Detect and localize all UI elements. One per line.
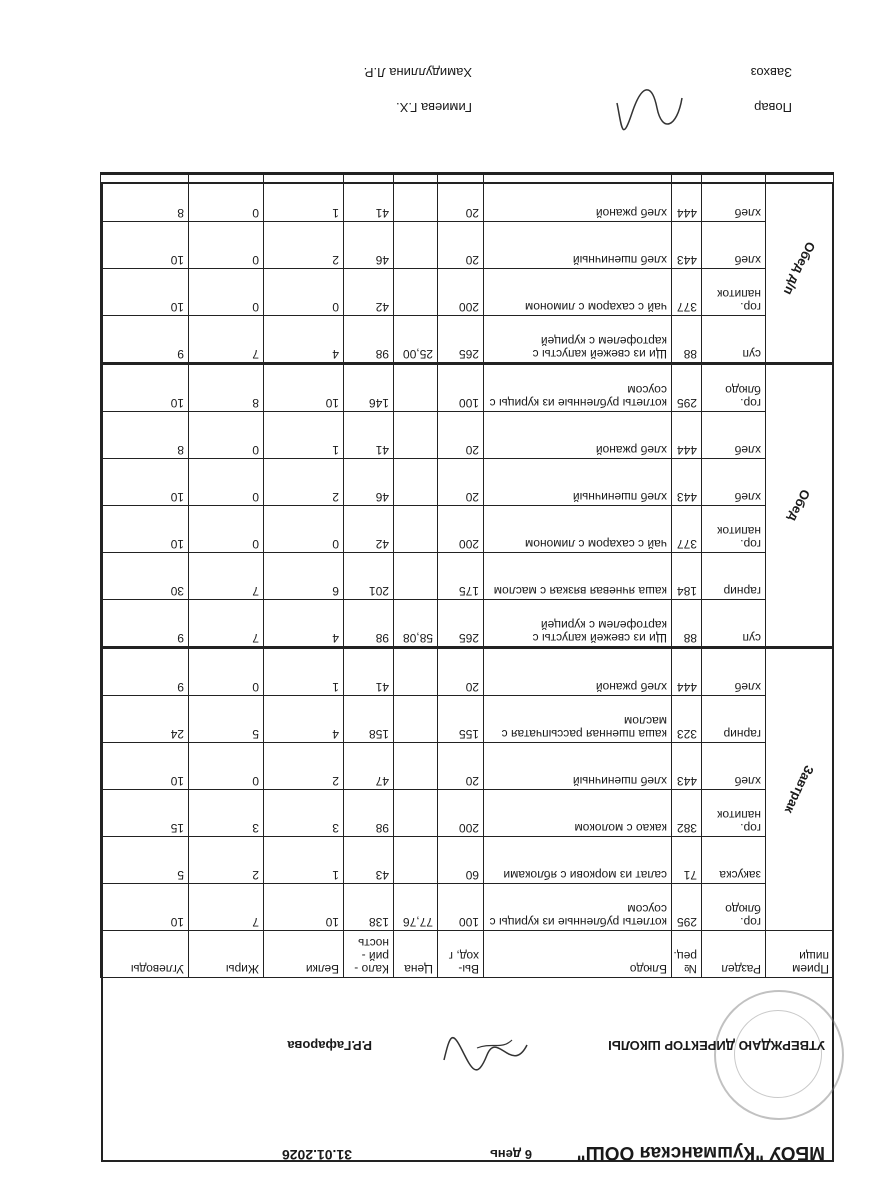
cell-yield: 20 xyxy=(438,648,484,696)
table-row xyxy=(101,222,834,269)
table-row xyxy=(101,316,834,364)
cell-price xyxy=(394,364,438,412)
cell-price xyxy=(394,269,438,316)
cell-calories: 46 xyxy=(344,222,394,269)
cell-yield: 265 xyxy=(438,316,484,364)
approval-title: УТВЕРЖДАЮ ДИРЕКТОР ШКОЛЫ xyxy=(608,1038,825,1053)
cell-proteins: 4 xyxy=(264,696,344,743)
cell-proteins: 4 xyxy=(264,600,344,648)
cell-price xyxy=(394,553,438,600)
cell-recipe-no: 444 xyxy=(672,648,702,696)
cell-carbs: 10 xyxy=(101,884,189,931)
cell-recipe-no: 295 xyxy=(672,884,702,931)
cell-fats: 7 xyxy=(189,553,264,600)
cell-proteins: 1 xyxy=(264,837,344,884)
cell-price xyxy=(394,459,438,506)
cell-fats: 5 xyxy=(189,696,264,743)
cell-section: хлеб xyxy=(702,412,766,459)
cell-recipe-no: 184 xyxy=(672,553,702,600)
cell-price xyxy=(394,174,438,222)
cell-recipe-no: 377 xyxy=(672,506,702,553)
cell-price xyxy=(394,222,438,269)
cell-proteins: 6 xyxy=(264,553,344,600)
col-section: Раздел xyxy=(702,931,766,978)
table-row xyxy=(101,364,834,412)
table-header-row xyxy=(101,931,834,978)
cell-price: 25,00 xyxy=(394,316,438,364)
cell-section: хлеб xyxy=(702,459,766,506)
cell-recipe-no: 443 xyxy=(672,222,702,269)
cell-price xyxy=(394,696,438,743)
cell-carbs: 10 xyxy=(101,743,189,790)
cell-fats: 8 xyxy=(189,364,264,412)
cell-fats: 0 xyxy=(189,459,264,506)
table-row xyxy=(101,648,834,696)
cell-dish: хлеб пшеничный xyxy=(484,743,672,790)
cell-section: закуска xyxy=(702,837,766,884)
menu-day: 6 день xyxy=(489,1147,532,1162)
cell-yield: 200 xyxy=(438,506,484,553)
cell-carbs: 10 xyxy=(101,506,189,553)
cell-proteins: 2 xyxy=(264,459,344,506)
cell-calories: 98 xyxy=(344,316,394,364)
cell-price xyxy=(394,506,438,553)
cell-recipe-no: 295 xyxy=(672,364,702,412)
cell-proteins: 1 xyxy=(264,648,344,696)
cell-fats: 0 xyxy=(189,412,264,459)
cell-yield: 100 xyxy=(438,884,484,931)
table-row xyxy=(101,884,834,931)
cell-calories: 98 xyxy=(344,790,394,837)
col-recipe-no: № рец. xyxy=(672,931,702,978)
cell-section: гор. блюдо xyxy=(702,364,766,412)
cell-dish: какао с молоком xyxy=(484,790,672,837)
cell-yield: 60 xyxy=(438,837,484,884)
col-dish: Блюдо xyxy=(484,931,672,978)
cell-recipe-no: 88 xyxy=(672,600,702,648)
table-row xyxy=(101,412,834,459)
cell-dish: котлеты рубленные из курицы с соусом xyxy=(484,364,672,412)
table-row xyxy=(101,459,834,506)
cell-fats: 0 xyxy=(189,174,264,222)
cell-section: хлеб xyxy=(702,743,766,790)
cell-fats: 0 xyxy=(189,506,264,553)
cell-recipe-no: 444 xyxy=(672,174,702,222)
cell-recipe-no: 382 xyxy=(672,790,702,837)
cell-section: гарнир xyxy=(702,696,766,743)
cell-price xyxy=(394,790,438,837)
cell-dish: хлеб пшеничный xyxy=(484,222,672,269)
meal-label: Обед д/п xyxy=(780,239,819,298)
cell-carbs: 15 xyxy=(101,790,189,837)
table-row xyxy=(101,553,834,600)
cell-calories: 46 xyxy=(344,459,394,506)
table-row xyxy=(101,506,834,553)
cell-carbs: 8 xyxy=(101,412,189,459)
table-row xyxy=(101,696,834,743)
table-row xyxy=(101,837,834,884)
menu-table xyxy=(100,172,834,978)
cell-fats: 7 xyxy=(189,884,264,931)
cell-recipe-no: 444 xyxy=(672,412,702,459)
cell-recipe-no: 377 xyxy=(672,269,702,316)
cell-calories: 43 xyxy=(344,837,394,884)
cell-proteins: 4 xyxy=(264,316,344,364)
director-signature xyxy=(442,1025,532,1080)
cell-section: гор. напиток xyxy=(702,506,766,553)
cell-proteins: 2 xyxy=(264,222,344,269)
manager-label: Завхоз xyxy=(750,65,792,80)
cell-carbs: 9 xyxy=(101,600,189,648)
meal-name xyxy=(766,174,834,364)
cell-yield: 265 xyxy=(438,600,484,648)
cell-fats: 7 xyxy=(189,316,264,364)
cell-section: суп xyxy=(702,600,766,648)
cell-dish: хлеб ржаной xyxy=(484,412,672,459)
cell-price xyxy=(394,837,438,884)
table-row xyxy=(101,174,834,222)
cell-price: 58,08 xyxy=(394,600,438,648)
cell-proteins: 10 xyxy=(264,884,344,931)
cell-carbs: 5 xyxy=(101,837,189,884)
table-row xyxy=(101,743,834,790)
cell-proteins: 10 xyxy=(264,364,344,412)
school-name: МБОУ "Кушманская ООШ" xyxy=(576,1142,825,1163)
cell-recipe-no: 443 xyxy=(672,743,702,790)
cell-dish: Щи из свежей капусты с картофелем с курицей xyxy=(484,600,672,648)
cell-fats: 2 xyxy=(189,837,264,884)
cell-fats: 7 xyxy=(189,600,264,648)
cell-calories: 41 xyxy=(344,412,394,459)
cell-yield: 20 xyxy=(438,412,484,459)
cell-yield: 20 xyxy=(438,459,484,506)
cell-yield: 155 xyxy=(438,696,484,743)
meal-name xyxy=(766,364,834,648)
cell-dish: чай с сахаром с лимоном xyxy=(484,269,672,316)
cell-proteins: 2 xyxy=(264,743,344,790)
cell-yield: 100 xyxy=(438,364,484,412)
col-yield: Вы-ход, г xyxy=(438,931,484,978)
cell-price xyxy=(394,743,438,790)
cell-calories: 146 xyxy=(344,364,394,412)
cell-carbs: 9 xyxy=(101,316,189,364)
table-row xyxy=(101,790,834,837)
col-proteins: Белки xyxy=(264,931,344,978)
cell-fats: 0 xyxy=(189,222,264,269)
col-meal: Прием пищи xyxy=(766,931,834,978)
cell-dish: каша пшенная рассыпчатая с маслом xyxy=(484,696,672,743)
cell-yield: 20 xyxy=(438,743,484,790)
cell-section: гарнир xyxy=(702,553,766,600)
cell-yield: 200 xyxy=(438,269,484,316)
col-fats: Жиры xyxy=(189,931,264,978)
cell-carbs: 9 xyxy=(101,648,189,696)
cell-calories: 41 xyxy=(344,174,394,222)
cell-section: гор. напиток xyxy=(702,790,766,837)
cell-calories: 158 xyxy=(344,696,394,743)
cell-carbs: 30 xyxy=(101,553,189,600)
school-stamp xyxy=(714,990,844,1120)
cell-section: хлеб xyxy=(702,648,766,696)
cell-proteins: 1 xyxy=(264,174,344,222)
cell-price xyxy=(394,412,438,459)
cell-calories: 138 xyxy=(344,884,394,931)
cell-fats: 0 xyxy=(189,269,264,316)
cell-calories: 41 xyxy=(344,648,394,696)
cell-proteins: 1 xyxy=(264,412,344,459)
cell-carbs: 10 xyxy=(101,459,189,506)
cell-yield: 20 xyxy=(438,222,484,269)
col-calories: Кало - рий - ность xyxy=(344,931,394,978)
menu-body xyxy=(101,174,834,931)
cell-dish: Щи из свежей капусты с картофелем с курицей xyxy=(484,316,672,364)
cell-fats: 3 xyxy=(189,790,264,837)
cell-yield: 175 xyxy=(438,553,484,600)
meal-label: Обед xyxy=(785,487,814,524)
cell-section: гор. напиток xyxy=(702,269,766,316)
cell-recipe-no: 443 xyxy=(672,459,702,506)
table-row xyxy=(101,600,834,648)
menu-date: 31.01.2026 xyxy=(281,1147,352,1163)
cell-carbs: 10 xyxy=(101,364,189,412)
cell-carbs: 8 xyxy=(101,174,189,222)
cell-carbs: 24 xyxy=(101,696,189,743)
cell-recipe-no: 323 xyxy=(672,696,702,743)
cell-calories: 42 xyxy=(344,269,394,316)
cell-section: гор. блюдо xyxy=(702,884,766,931)
cell-price xyxy=(394,648,438,696)
cell-fats: 0 xyxy=(189,648,264,696)
cell-yield: 200 xyxy=(438,790,484,837)
cell-price: 77,76 xyxy=(394,884,438,931)
cell-section: суп xyxy=(702,316,766,364)
cell-carbs: 10 xyxy=(101,222,189,269)
cell-section: хлеб xyxy=(702,174,766,222)
cook-name: Гимиева Г.Х. xyxy=(396,100,472,115)
cell-proteins: 3 xyxy=(264,790,344,837)
cell-dish: котлеты рубленные из курицы с соусом xyxy=(484,884,672,931)
cell-dish: чай с сахаром с лимоном xyxy=(484,506,672,553)
cook-label: Повар xyxy=(754,100,792,115)
cell-recipe-no: 88 xyxy=(672,316,702,364)
cook-signature xyxy=(612,78,692,138)
cell-yield: 20 xyxy=(438,174,484,222)
cell-carbs: 10 xyxy=(101,269,189,316)
cell-calories: 201 xyxy=(344,553,394,600)
manager-name: Хамидуллина Л.Р. xyxy=(363,65,472,80)
cell-calories: 47 xyxy=(344,743,394,790)
meal-name xyxy=(766,648,834,931)
cell-dish: хлеб ржаной xyxy=(484,648,672,696)
cell-fats: 0 xyxy=(189,743,264,790)
cell-calories: 42 xyxy=(344,506,394,553)
director-name: Р.Р.Гафарова xyxy=(287,1038,372,1053)
cell-section: хлеб xyxy=(702,222,766,269)
cell-recipe-no: 71 xyxy=(672,837,702,884)
meal-label: Завтрак xyxy=(781,763,818,816)
cell-dish: хлеб ржаной xyxy=(484,174,672,222)
cell-calories: 98 xyxy=(344,600,394,648)
cell-proteins: 0 xyxy=(264,269,344,316)
cell-dish: каша ячневая вязкая с маслом xyxy=(484,553,672,600)
col-carbs: Углеводы xyxy=(101,931,189,978)
cell-dish: салат из моркови с яблоками xyxy=(484,837,672,884)
col-price: Цена xyxy=(394,931,438,978)
cell-proteins: 0 xyxy=(264,506,344,553)
cell-dish: хлеб пшеничный xyxy=(484,459,672,506)
table-row xyxy=(101,269,834,316)
